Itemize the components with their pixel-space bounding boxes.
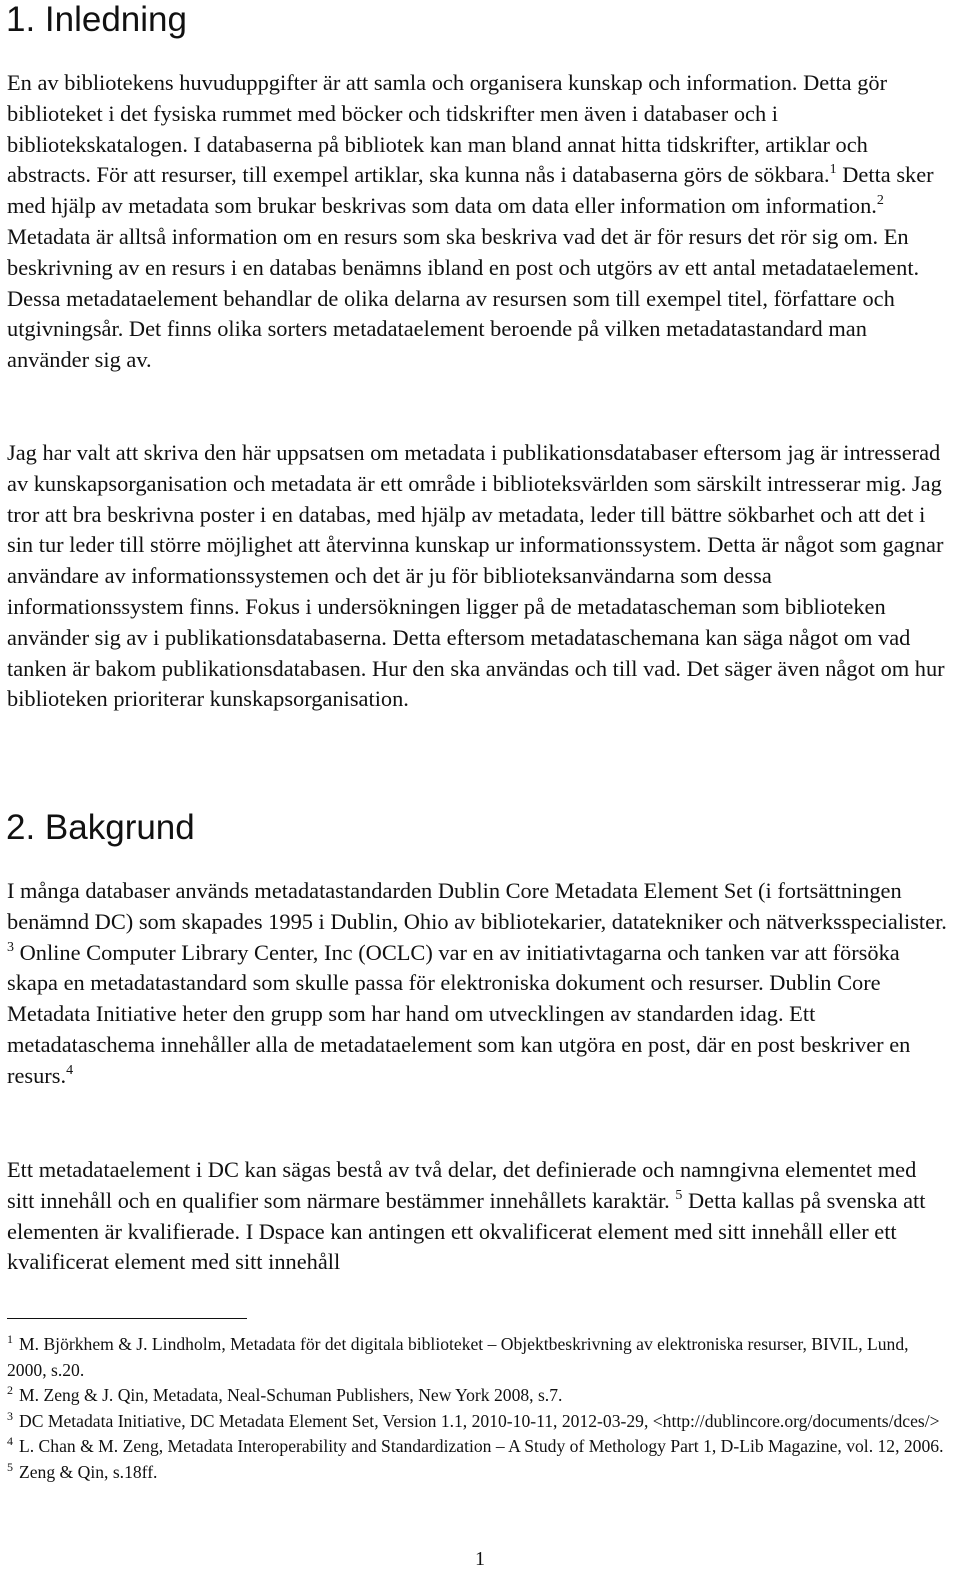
paragraph-text: Online Computer Library Center, Inc (OCLC) var en av initiativtagarna och tanken var att försöka skapa en metadatastandard som skulle passa för elektroniska dokument och resurser. Dublin Core Metadata Initiative heter den grupp som har hand om utvecklingen av standarden idag. Ett metadataschema innehåller alla de metadataelement som kan utgöra en post, där en post beskriver en resurs. xyxy=(7,939,911,1088)
footnote-ref-1[interactable]: 1 xyxy=(829,162,837,178)
footnote-text: M. Zeng & J. Qin, Metadata, Neal-Schuman Publishers, New York 2008, s.7. xyxy=(19,1385,563,1406)
paragraph-background-1 xyxy=(7,876,947,1092)
footnote-ref-5[interactable]: 5 xyxy=(675,1187,683,1203)
footnote-number: 2 xyxy=(7,1383,13,1398)
footnote-number: 4 xyxy=(7,1434,13,1449)
footnote-divider xyxy=(7,1318,247,1319)
footnote-number: 3 xyxy=(7,1408,13,1423)
footnotes xyxy=(7,1332,947,1486)
footnote-3 xyxy=(7,1409,947,1435)
paragraph-text: I många databaser används metadatastandarden Dublin Core Metadata Element Set (i fortsättningen benämnd DC) som skapades 1995 i Dublin, Ohio av bibliotekarier, datatekniker och nätverksspecialister. xyxy=(7,878,947,934)
paragraph-text: Detta kallas på svenska att elementen är kvalifierade. I Dspace kan antingen ett okvalificerat element med sitt innehåll eller ett kvalificerat element med sitt innehåll xyxy=(7,1187,926,1275)
page-number: 1 xyxy=(475,1548,485,1570)
footnote-text: Zeng & Qin, s.18ff. xyxy=(19,1461,158,1482)
footnote-text: DC Metadata Initiative, DC Metadata Element Set, Version 1.1, 2010-10-11, 2012-03-29, <http://dublincore.org/documents/dces/> xyxy=(19,1410,940,1431)
section-heading-inledning: 1. Inledning xyxy=(6,0,187,39)
paragraph-intro-1 xyxy=(7,68,947,376)
paragraph-text: En av bibliotekens huvuduppgifter är att samla och organisera kunskap och information. Detta gör biblioteket i det fysiska rummet med böcker och tidskrifter men även i databaser och i bibliotekskatalogen. I databaserna på bibliotek kan man bland annat hitta tidskrifter, artiklar och abstracts. För att resurser, till exempel artiklar, ska kunna nås i databaserna görs de sökbara. xyxy=(7,70,888,188)
footnote-number: 5 xyxy=(7,1459,13,1474)
footnote-text: L. Chan & M. Zeng, Metadata Interoperability and Standardization – A Study of Methology Part 1, D-Lib Magazine, vol. 12, 2006. xyxy=(19,1436,944,1457)
section-heading-bakgrund: 2. Bakgrund xyxy=(6,808,195,847)
paragraph-intro-2: Jag har valt att skriva den här uppsatsen om metadata i publikationsdatabaser eftersom jag är intresserad av kunskapsorganisation och metadata är ett område i biblioteksvärlden som särskilt intresserar mig. Jag tror att bra beskrivna poster i en databas, med hjälp av metadata, leder till bättre sökbarhet och att det i sin tur leder till större möjlighet att återvinna kunskap ur informationssystem. Detta är något som gagnar användare av informationssystemen och det är ju för biblioteksanvändarna som dessa informationssystem finns. Fokus i undersökningen ligger på de metadatascheman som biblioteken använder sig av i publikationsdatabaserna. Detta eftersom metadataschemana kan säga något om vad tanken är bakom publikationsdatabasen. Hur den ska användas och till vad. Det säger även något om hur biblioteken prioriterar kunskapsorganisation. xyxy=(7,440,945,712)
paragraph-text: Metadata är alltså information om en resurs som ska beskriva vad det är för resurs det rör sig om. En beskrivning av en resurs i en databas benämns ibland en post och utgörs av ett antal metadataelement. Dessa metadataelement behandlar de olika delarna av resursen som till exempel titel, författare och utgivningsår. Det finns olika sorters metadataelement beroende på vilken metadatastandard man använder sig av. xyxy=(7,223,920,373)
paragraph-background-2 xyxy=(7,1155,947,1278)
footnote-ref-2[interactable]: 2 xyxy=(876,193,884,209)
footnote-text: M. Björkhem & J. Lindholm, Metadata för det digitala biblioteket – Objektbeskrivning av elektroniska resurser, BIVIL, Lund, 2000, s.20. xyxy=(7,1334,909,1380)
footnote-4 xyxy=(7,1434,947,1460)
paragraph-text: Detta sker med hjälp av metadata som brukar beskrivas som data om data eller information om information. xyxy=(7,162,934,219)
paragraph-text: Ett metadataelement i DC kan sägas bestå av två delar, det definierade och namngivna elementet med sitt innehåll och en qualifier som närmare bestämmer innehållets karaktär. xyxy=(7,1157,917,1213)
footnote-number: 1 xyxy=(7,1332,13,1346)
footnote-1 xyxy=(7,1332,947,1383)
footnote-ref-4[interactable]: 4 xyxy=(66,1062,74,1078)
footnote-5 xyxy=(7,1460,947,1486)
footnote-ref-3[interactable]: 3 xyxy=(7,939,14,955)
footnote-2 xyxy=(7,1383,947,1409)
